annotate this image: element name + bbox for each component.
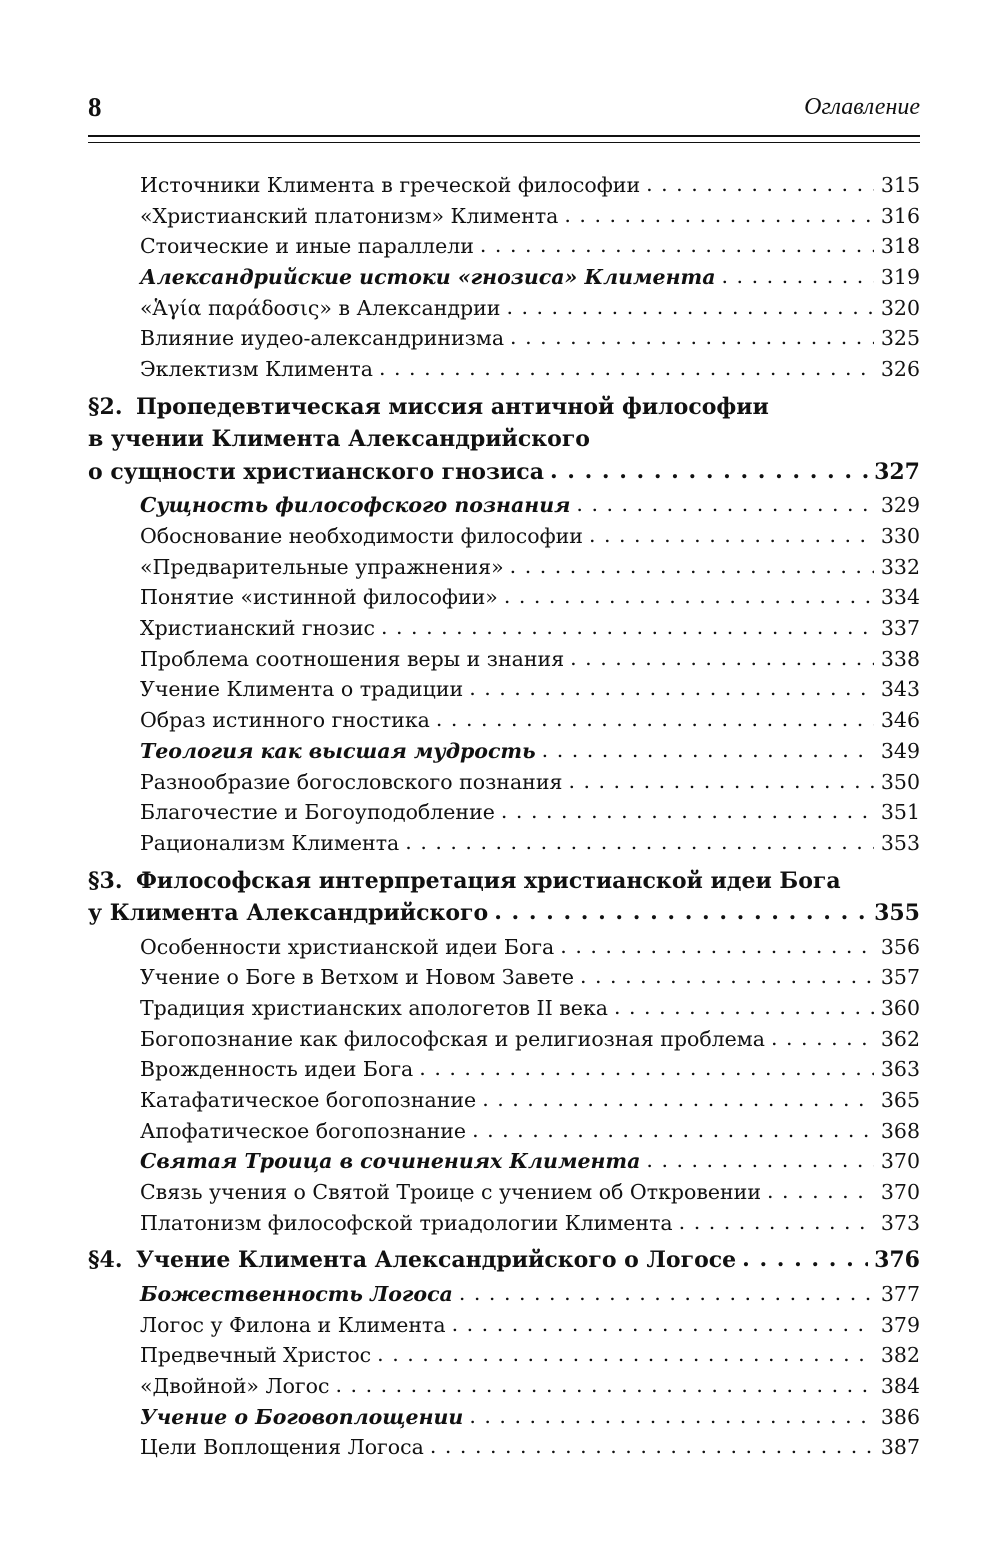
section-3-heading-line-1: §3. Философская интерпретация христианской идеи Бога <box>88 865 920 898</box>
leader-dots <box>459 1278 874 1309</box>
leader-dots <box>510 551 874 582</box>
page-ref: 315 <box>880 173 920 197</box>
toc-entry-title: Святая Троица в сочинениях Климента <box>140 1149 641 1174</box>
leader-dots <box>379 353 874 384</box>
toc-block-2 <box>88 490 920 858</box>
leader-dots <box>679 1207 874 1238</box>
section-3 <box>88 865 920 930</box>
toc-entry-title: Сущность философского познания <box>140 493 571 518</box>
leader-dots <box>377 1339 874 1370</box>
leader-dots <box>381 612 874 643</box>
page-ref: 332 <box>880 554 920 579</box>
leader-dots <box>542 735 874 766</box>
page-ref: 334 <box>880 585 920 610</box>
page-ref: 353 <box>880 830 920 855</box>
section-2 <box>88 391 920 489</box>
toc-entry-title: Традиция христианских апологетов II века <box>140 995 608 1020</box>
toc-entry[interactable] <box>88 828 920 859</box>
page-ref: 349 <box>880 738 920 763</box>
leader-dots <box>480 230 874 261</box>
toc-entry[interactable] <box>88 674 920 705</box>
table-of-contents <box>88 170 920 1463</box>
toc-block-4 <box>88 1279 920 1463</box>
toc-entry-title: «Христианский платонизм» Климента <box>140 203 559 228</box>
section-3-heading-line-2[interactable]: у Климента Александрийского . . . 355 <box>88 897 920 930</box>
toc-entry[interactable] <box>88 293 920 324</box>
page-ref: 370 <box>880 1180 920 1205</box>
page-ref: 355 <box>874 900 920 927</box>
toc-entry-title: Рационализм Климента <box>140 830 400 855</box>
section-4 <box>88 1244 920 1277</box>
page-ref: 325 <box>880 326 920 351</box>
page-ref: 338 <box>880 646 920 671</box>
leader-dots <box>436 704 874 735</box>
toc-entry[interactable] <box>88 1371 920 1402</box>
section-mark: §2. <box>88 393 123 420</box>
leader-dots <box>646 1145 874 1176</box>
toc-entry-title: Платонизм философской триадологии Климента <box>140 1210 673 1235</box>
toc-entry[interactable] <box>88 201 920 232</box>
toc-entry[interactable] <box>88 1177 920 1208</box>
leader-dots <box>564 200 874 231</box>
toc-entry[interactable] <box>88 993 920 1024</box>
toc-entry-title: Теология как высшая мудрость <box>140 738 536 763</box>
toc-entry-title: Предвечный Христос <box>140 1343 372 1368</box>
header-rule-thin <box>88 142 920 143</box>
page-ref: 370 <box>880 1149 920 1174</box>
toc-entry-title: Понятие «истинной философии» <box>140 585 498 610</box>
toc-entry-title: «Предварительные упражнения» <box>140 554 504 579</box>
leader-dots <box>570 643 874 674</box>
page-header <box>88 92 920 132</box>
page-ref: 357 <box>880 965 920 990</box>
toc-entry[interactable] <box>88 1340 920 1371</box>
page-ref: 316 <box>880 203 920 228</box>
leader-dots <box>771 1023 874 1054</box>
toc-entry-title: Врожденность идеи Бога <box>140 1057 414 1082</box>
leader-dots <box>469 673 874 704</box>
toc-entry[interactable] <box>88 1208 920 1239</box>
page-ref: 386 <box>880 1404 920 1429</box>
page-ref: 318 <box>880 234 920 259</box>
toc-entry-title: Источники Климента в греческой философии <box>140 173 641 197</box>
page-ref: 373 <box>880 1210 920 1235</box>
running-title: Оглавление <box>804 94 920 120</box>
page-ref: 356 <box>880 934 920 959</box>
toc-entry[interactable] <box>88 262 920 293</box>
leader-dots <box>568 766 874 797</box>
toc-entry-title: Образ истинного гностика <box>140 708 430 733</box>
toc-entry-title: Учение о Боговоплощении <box>140 1404 464 1429</box>
page-ref: 351 <box>880 800 920 825</box>
toc-entry[interactable] <box>88 1024 920 1055</box>
section-4-heading[interactable]: §4. Учение Климента Александрийского о Логосе . . . 376 <box>88 1244 920 1277</box>
toc-entry-title: Учение Климента о традиции <box>140 677 464 702</box>
toc-entry[interactable] <box>88 1146 920 1177</box>
toc-entry[interactable] <box>88 1116 920 1147</box>
toc-entry[interactable] <box>88 552 920 583</box>
page-ref: 326 <box>880 357 920 382</box>
toc-entry[interactable] <box>88 736 920 767</box>
toc-entry[interactable] <box>88 1085 920 1116</box>
section-mark: §4. <box>88 1247 123 1274</box>
leader-dots <box>580 961 874 992</box>
leader-dots <box>469 1401 874 1432</box>
leader-dots <box>510 322 874 353</box>
toc-entry[interactable] <box>88 705 920 736</box>
page-ref: 368 <box>880 1118 920 1143</box>
page-ref: 346 <box>880 708 920 733</box>
toc-entry[interactable] <box>88 932 920 963</box>
toc-entry-title: Катафатическое богопознание <box>140 1088 477 1112</box>
leader-dots <box>506 292 874 323</box>
toc-entry-title: Апофатическое богопознание <box>140 1118 467 1143</box>
toc-entry-title: Разнообразие богословского познания <box>140 769 563 794</box>
page-ref: 330 <box>880 524 920 548</box>
toc-entry[interactable] <box>88 797 920 828</box>
page-ref: 350 <box>880 769 920 794</box>
leader-dots <box>452 1309 874 1340</box>
toc-entry[interactable] <box>88 962 920 993</box>
leader-dots <box>482 1084 874 1115</box>
toc-entry-title: Связь учения о Святой Троице с учением об Откровении <box>140 1180 762 1205</box>
leader-dots <box>430 1431 874 1462</box>
leader-dots <box>646 169 874 200</box>
page-ref: 319 <box>880 265 920 290</box>
leader-dots <box>472 1115 874 1146</box>
page-ref: 329 <box>880 493 920 518</box>
page-ref: 379 <box>880 1312 920 1337</box>
leader-dots <box>722 261 874 292</box>
toc-block-3 <box>88 932 920 1239</box>
toc-entry[interactable] <box>88 323 920 354</box>
leader-dots <box>614 992 874 1023</box>
toc-entry[interactable] <box>88 582 920 613</box>
header-rule-thick <box>88 135 920 137</box>
toc-entry[interactable] <box>88 613 920 644</box>
page-ref: 360 <box>880 995 920 1020</box>
page-ref: 320 <box>880 295 920 320</box>
toc-entry[interactable] <box>88 767 920 798</box>
page-number: 8 <box>88 92 102 122</box>
toc-entry[interactable] <box>88 521 920 552</box>
toc-entry-title: Цели Воплощения Логоса <box>140 1435 424 1460</box>
leader-dots <box>576 489 874 520</box>
leader-dots <box>501 796 874 827</box>
toc-entry-title: «Ἁγία παράδοσις» в Александрии <box>140 295 501 320</box>
leader-dots <box>550 455 868 488</box>
leader-dots <box>336 1370 875 1401</box>
page-ref: 343 <box>880 677 920 702</box>
toc-entry[interactable] <box>88 1402 920 1433</box>
toc-entry-title: Христианский гнозис <box>140 616 375 641</box>
toc-entry-title: Богопознание как философская и религиозная проблема <box>140 1026 765 1051</box>
leader-dots <box>589 520 874 551</box>
section-2-heading-line-3[interactable]: о сущности христианского гнозиса . . . 327 <box>88 456 920 489</box>
toc-entry[interactable] <box>88 1310 920 1341</box>
leader-dots <box>767 1176 874 1207</box>
page-ref: 365 <box>880 1088 920 1112</box>
toc-entry[interactable] <box>88 354 920 385</box>
page-ref: 376 <box>874 1247 920 1274</box>
toc-entry-title: Логос у Филона и Климента <box>140 1312 446 1337</box>
toc-entry[interactable] <box>88 1279 920 1310</box>
leader-dots <box>405 827 874 858</box>
leader-dots <box>494 896 868 929</box>
page-ref: 363 <box>880 1057 920 1082</box>
toc-entry-title: Стоические и иные параллели <box>140 234 474 259</box>
toc-entry-title: Эклектизм Климента <box>140 357 373 382</box>
page-ref: 377 <box>880 1281 920 1306</box>
leader-dots <box>560 931 874 962</box>
section-2-heading-line-2: в учении Климента Александрийского <box>88 426 590 453</box>
toc-entry-title: Учение о Боге в Ветхом и Новом Завете <box>140 965 574 990</box>
leader-dots <box>419 1053 874 1084</box>
page-ref: 327 <box>874 458 920 485</box>
page-ref: 387 <box>880 1435 920 1460</box>
page-ref: 382 <box>880 1343 920 1368</box>
leader-dots <box>504 581 874 612</box>
section-2-heading-line-1: §2. Пропедевтическая миссия античной философии <box>88 391 920 424</box>
toc-entry-title: Влияние иудео-александринизма <box>140 326 505 351</box>
toc-entry-title: Благочестие и Богоуподобление <box>140 800 495 825</box>
toc-entry[interactable] <box>88 231 920 262</box>
toc-entry-title: Александрийские истоки «гнозиса» Климента <box>140 265 716 290</box>
page-ref: 384 <box>880 1374 920 1398</box>
toc-entry[interactable] <box>88 170 920 201</box>
toc-entry-title: Проблема соотношения веры и знания <box>140 646 565 671</box>
toc-entry-title: Божественность Логоса <box>140 1281 453 1306</box>
toc-entry[interactable] <box>88 1054 920 1085</box>
toc-entry-title: «Двойной» Логос <box>140 1374 330 1398</box>
page-ref: 337 <box>880 616 920 641</box>
toc-entry[interactable] <box>88 490 920 521</box>
toc-entry-title: Обоснование необходимости философии <box>140 524 583 548</box>
toc-block-1 <box>88 170 920 385</box>
leader-dots <box>742 1243 868 1276</box>
page-ref: 362 <box>880 1026 920 1051</box>
section-mark: §3. <box>88 867 123 894</box>
toc-entry[interactable] <box>88 644 920 675</box>
toc-entry-title: Особенности христианской идеи Бога <box>140 934 555 959</box>
toc-entry[interactable] <box>88 1432 920 1463</box>
